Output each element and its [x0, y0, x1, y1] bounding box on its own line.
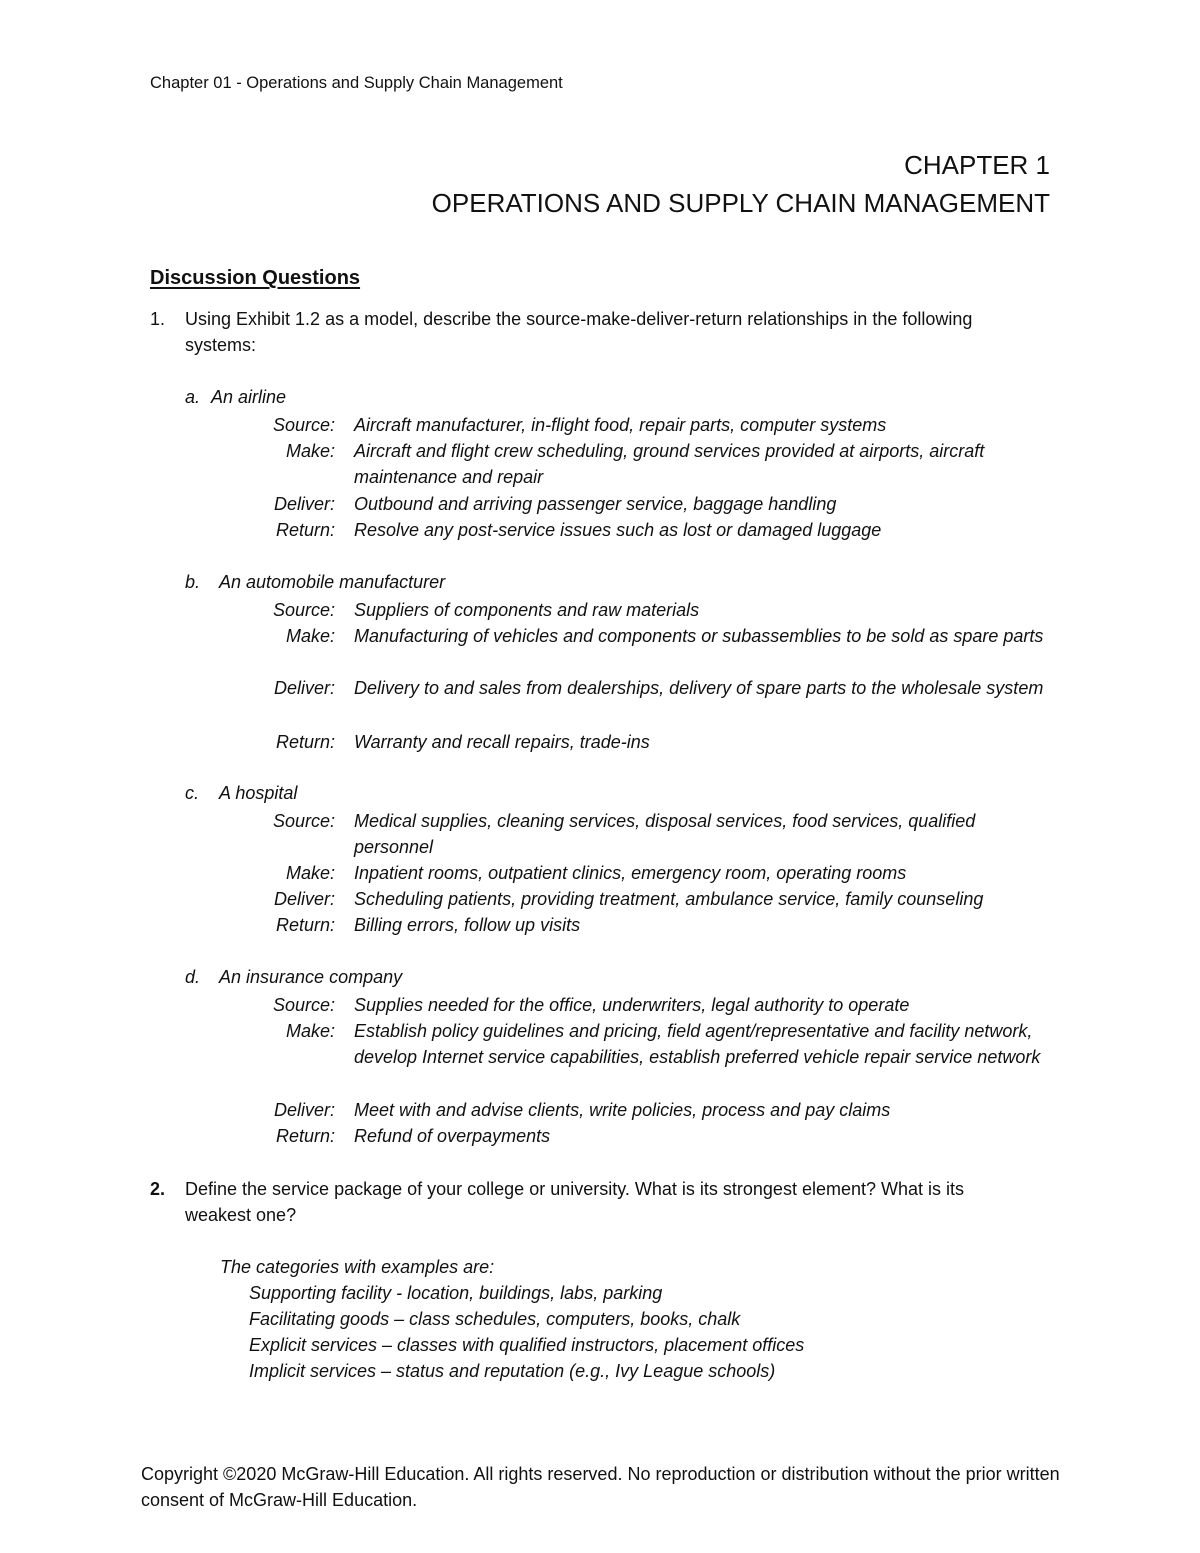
relationship-deliver [225, 886, 1055, 912]
question-number: 2. [150, 1179, 166, 1199]
relationship-label: Make: [285, 863, 335, 883]
system-name: A hospital [219, 783, 298, 803]
chapter-name: OPERATIONS AND SUPPLY CHAIN MANAGEMENT [431, 188, 1050, 218]
relationship-text: Warranty and recall repairs, trade-ins [354, 732, 650, 752]
relationship-text: Delivery to and sales from dealerships, delivery of spare parts to the wholesale system [354, 678, 1044, 698]
chapter-number: CHAPTER 1 [904, 150, 1050, 180]
system-hospital [185, 780, 1065, 806]
system-letter: d. [185, 967, 201, 987]
relationship-label: Return: [275, 1126, 335, 1146]
chapter-title [432, 146, 1050, 222]
relationship-text: Billing errors, follow up visits [354, 915, 581, 935]
system-airline [185, 384, 1065, 410]
category-item: Explicit services – classes with qualified instructors, placement offices [249, 1335, 805, 1355]
relationship-source [225, 597, 1055, 623]
category-item: Supporting facility - location, buildings, labs, parking [249, 1283, 663, 1303]
relationship-text: Refund of overpayments [354, 1126, 551, 1146]
relationship-label: Deliver: [273, 678, 335, 698]
relationship-text: Aircraft and flight crew scheduling, ground services provided at airports, aircraft maintenance and repair [354, 441, 985, 487]
relationship-return [225, 912, 1055, 938]
relationship-deliver [225, 675, 1055, 701]
relationship-text: Medical supplies, cleaning services, disposal services, food services, qualified personnel [354, 811, 976, 857]
relationship-return [225, 1123, 1055, 1149]
relationship-text: Outbound and arriving passenger service, baggage handling [354, 494, 837, 514]
relationship-text: Suppliers of components and raw materials [354, 600, 700, 620]
relationship-label: Make: [285, 441, 335, 461]
copyright-footer: Copyright ©2020 McGraw-Hill Education. All rights reserved. No reproduction or distribution without the prior written consent of McGraw-Hill Education. [141, 1464, 1060, 1510]
relationship-label: Source: [272, 811, 335, 831]
relationship-label: Source: [272, 600, 335, 620]
system-automobile-manufacturer [185, 569, 1065, 595]
relationship-make [225, 438, 1055, 490]
relationship-text: Supplies needed for the office, underwriters, legal authority to operate [354, 995, 910, 1015]
relationship-deliver [225, 1097, 1055, 1123]
system-name: An automobile manufacturer [219, 572, 446, 592]
system-letter: b. [185, 572, 201, 592]
running-header: Chapter 01 - Operations and Supply Chain Management [150, 74, 563, 92]
system-name: An insurance company [219, 967, 403, 987]
system-insurance-company [185, 964, 1065, 990]
relationship-text: Establish policy guidelines and pricing, field agent/representative and facility network, develop Internet service capabilities, establish preferred vehicle repair service network [354, 1021, 1041, 1067]
relationship-label: Make: [285, 626, 335, 646]
relationship-make [225, 1018, 1055, 1070]
system-letter: a. [185, 387, 201, 407]
relationship-text: Scheduling patients, providing treatment, ambulance service, family counseling [354, 889, 984, 909]
question-number: 1. [150, 309, 166, 329]
question-2 [150, 1176, 1030, 1228]
category-item: Implicit services – status and reputation (e.g., Ivy League schools) [249, 1361, 776, 1381]
question-text: Define the service package of your college or university. What is its strongest element? What is its weakest one? [185, 1179, 965, 1225]
section-heading: Discussion Questions [150, 267, 361, 289]
relationship-source [225, 412, 1055, 438]
relationship-label: Deliver: [273, 889, 335, 909]
relationship-label: Make: [285, 1021, 335, 1041]
relationship-label: Deliver: [273, 494, 335, 514]
relationship-label: Return: [275, 732, 335, 752]
relationship-text: Meet with and advise clients, write policies, process and pay claims [354, 1100, 891, 1120]
relationship-make [225, 860, 1055, 886]
relationship-label: Return: [275, 915, 335, 935]
relationship-text: Manufacturing of vehicles and components or subassemblies to be sold as spare parts [354, 626, 1044, 646]
relationship-text: Resolve any post-service issues such as lost or damaged luggage [354, 520, 882, 540]
category-item: Facilitating goods – class schedules, computers, books, chalk [249, 1309, 741, 1329]
relationship-label: Deliver: [273, 1100, 335, 1120]
relationship-text: Inpatient rooms, outpatient clinics, emergency room, operating rooms [354, 863, 907, 883]
question-1 [150, 306, 1030, 358]
relationship-text: Aircraft manufacturer, in-flight food, repair parts, computer systems [354, 415, 887, 435]
relationship-source [225, 808, 1055, 860]
question-text: Using Exhibit 1.2 as a model, describe the source-make-deliver-return relationships in the following systems: [185, 309, 973, 355]
relationship-return [225, 517, 1055, 543]
relationship-label: Return: [275, 520, 335, 540]
system-name: An airline [211, 387, 287, 407]
relationship-source [225, 992, 1055, 1018]
relationship-label: Source: [272, 415, 335, 435]
relationship-make [225, 623, 1055, 649]
relationship-return [225, 729, 1055, 755]
relationship-deliver [225, 491, 1055, 517]
categories-intro: The categories with examples are: [220, 1257, 495, 1277]
system-letter: c. [185, 783, 200, 803]
relationship-label: Source: [272, 995, 335, 1015]
